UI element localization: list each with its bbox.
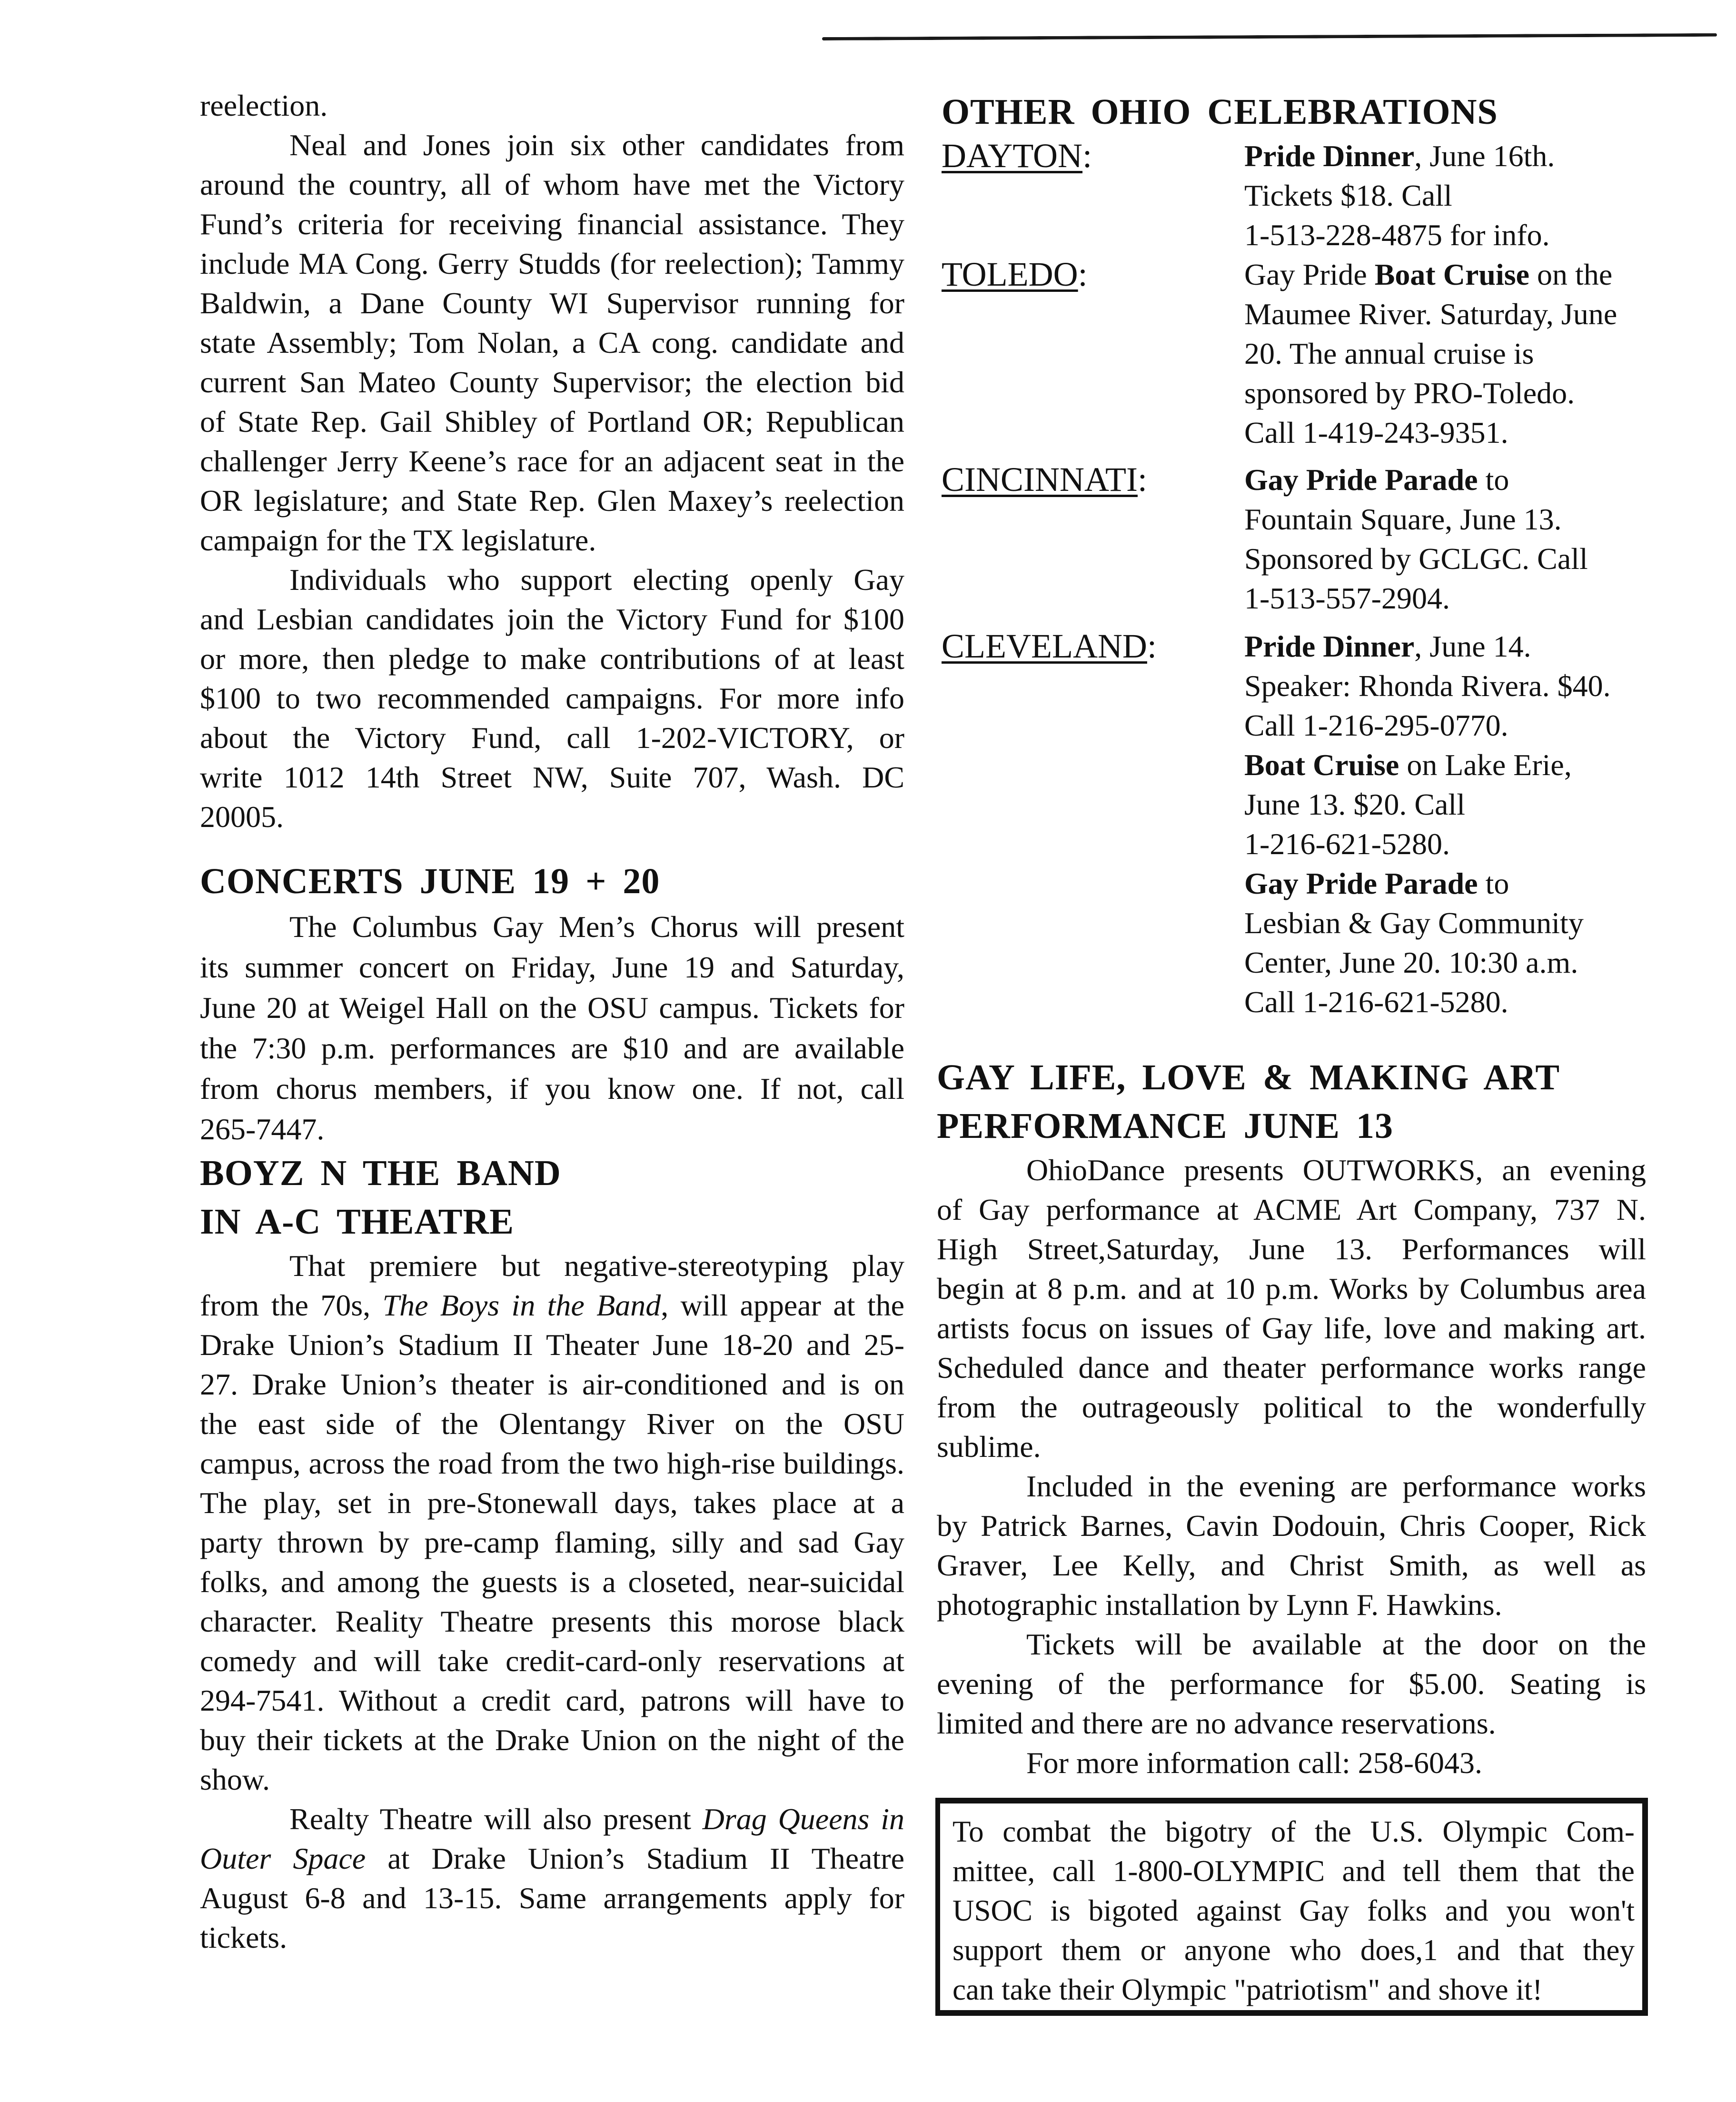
city-name: CINCINNATI [942,460,1138,498]
body-line: current San Mateo County Supervisor; the election bid [200,365,904,399]
event-text: , June 14. [1414,629,1531,663]
body-line: character. Reality Theatre presents this morose black [200,1604,904,1638]
dayton-events [1244,136,1654,255]
body-line: about the Victory Fund, call 1-202-VICTORY, or [200,721,904,755]
top-rule-divider [822,33,1717,40]
event-line [1244,627,1654,666]
body-line [200,1839,904,1878]
body-line: Fund’s criteria for receiving financial assistance. They [200,207,904,241]
cincinnati-events [1244,460,1654,618]
body-line: the 7:30 p.m. performances are $10 and are available [200,1031,904,1065]
event-text: to [1478,463,1509,497]
body-line: For more information call: 258-6043. [1026,1746,1483,1780]
body-line: begin at 8 p.m. and at 10 p.m. Works by Columbus area [937,1272,1646,1305]
body-line: High Street,Saturday, June 13. Performances will [937,1232,1646,1266]
other-ohio-celebrations-heading-block [942,88,1651,136]
event-line: sponsored by PRO-Toledo. [1244,376,1575,410]
body-line: The play, set in pre-Stonewall days, takes place at a [200,1486,904,1520]
body-line: 294-7541. Without a credit card, patrons will have to [200,1684,904,1717]
victory-fund-article-continuation [200,86,904,837]
play-title-drag-queens-cont: Outer Space [200,1842,366,1875]
gay-life-performance-article [937,1053,1646,1783]
body-line: of State Rep. Gail Shibley of Portland OR; Republican [200,405,904,438]
event-line: 20. The annual cruise is [1244,337,1534,370]
body-line: tickets. [200,1921,288,1954]
text-span: , will appear at the [661,1288,905,1322]
event-text: on the [1529,258,1613,291]
event-line [1244,864,1654,903]
event-line: Center, June 20. 10:30 a.m. [1244,946,1578,979]
body-line: The Columbus Gay Men’s Chorus will present [289,910,904,944]
city-name: DAYTON [942,137,1083,175]
event-line [1244,136,1654,176]
body-line: the east side of the Olentangy River on the OSU [200,1407,904,1441]
concerts-heading: CONCERTS JUNE 19 + 20 [200,861,660,901]
gay-life-heading-line-2: PERFORMANCE JUNE 13 [937,1106,1393,1146]
play-title-drag-queens: Drag Queens in [702,1802,905,1836]
body-line [200,1799,904,1839]
body-line: 27. Drake Union’s theater is air-conditioned and is on [200,1367,904,1401]
city-label-toledo [942,255,1088,294]
event-text: Gay Pride [1244,258,1375,291]
body-line [200,1285,904,1325]
body-line: of Gay performance at ACME Art Company, 737 N. [937,1193,1646,1226]
event-line: Call 1-216-295-0770. [1244,708,1508,742]
body-line: Individuals who support electing openly Gay [289,563,904,597]
body-line: August 6-8 and 13-15. Same arrangements apply for [200,1881,904,1915]
boyz-heading-line-2: IN A-C THEATRE [200,1202,514,1242]
notice-line: can take their Olympic "patriotism" and shove it! [952,1973,1543,2006]
event-line [1244,255,1654,294]
body-line: campus, across the road from the two high-rise buildings. [200,1446,904,1480]
event-text: to [1478,867,1509,900]
event-line: 1-216-621-5280. [1244,827,1450,861]
body-line: from the outrageously political to the wonderfully [937,1390,1646,1424]
body-line: June 20 at Weigel Hall on the OSU campus. Tickets for [200,991,904,1025]
event-line: Call 1-419-243-9351. [1244,416,1508,449]
city-label-dayton [942,136,1092,176]
body-line: 20005. [200,800,284,834]
body-line: write 1012 14th Street NW, Suite 707, Wash. DC [200,760,904,794]
body-line: limited and there are no advance reservations. [937,1706,1496,1740]
body-line: OR legislature; and State Rep. Glen Maxey’s reelection [200,484,904,518]
event-line: Fountain Square, June 13. [1244,502,1562,536]
event-name: Pride Dinner [1244,629,1415,663]
event-line: Lesbian & Gay Community [1244,906,1584,940]
body-line: state Assembly; Tom Nolan, a CA cong. candidate and [200,326,904,359]
body-line: Tickets will be available at the door on the [1026,1627,1646,1661]
body-line: evening of the performance for $5.00. Seating is [937,1667,1646,1701]
body-line: by Patrick Barnes, Cavin Dodouin, Chris Cooper, Rick [937,1509,1646,1543]
notice-line: support them or anyone who does,1 and that they [952,1933,1635,1967]
event-name: Boat Cruise [1374,258,1530,291]
text-span: from the 70s, [200,1288,383,1322]
body-line: Baldwin, a Dane County WI Supervisor running for [200,286,904,320]
event-line: Call 1-216-621-5280. [1244,985,1508,1019]
event-text: , June 16th. [1414,139,1555,173]
body-line: $100 to two recommended campaigns. For more info [200,681,904,715]
text-span: Realty Theatre will also present [289,1802,703,1836]
event-line: Speaker: Rhonda Rivera. $40. [1244,669,1611,703]
notice-line: USOC is bigoted against Gay folks and you won't [952,1894,1635,1927]
city-label-cincinnati [942,460,1147,499]
notice-line: To combat the bigotry of the U.S. Olympic Com- [952,1815,1635,1848]
boyz-heading-line-1: BOYZ N THE BAND [200,1153,561,1193]
event-name: Boat Cruise [1244,748,1399,782]
colon: : [1147,627,1157,665]
event-line: Tickets $18. Call [1244,179,1452,212]
event-line [1244,745,1654,785]
body-line: Scheduled dance and theater performance works range [937,1351,1646,1385]
city-name: CLEVELAND [942,627,1147,665]
gay-life-heading-line-1: GAY LIFE, LOVE & MAKING ART [937,1057,1560,1097]
body-line: or more, then pledge to make contributions of at least [200,642,904,676]
body-line: include MA Cong. Gerry Studds (for reelection); Tammy [200,247,904,280]
colon: : [1078,255,1088,293]
city-label-cleveland [942,627,1157,666]
play-title-boys-in-the-band: The Boys in the Band [382,1288,661,1322]
body-line: buy their tickets at the Drake Union on the night of the [200,1723,904,1757]
body-line: Graver, Lee Kelly, and Christ Smith, as well as [937,1548,1646,1582]
body-line: from chorus members, if you know one. If not, call [200,1072,904,1106]
body-line: show. [200,1763,270,1796]
event-line: June 13. $20. Call [1244,787,1465,821]
body-line: photographic installation by Lynn F. Hawkins. [937,1588,1502,1622]
notice-line: mittee, call 1-800-OLYMPIC and tell them that the [952,1854,1635,1888]
cleveland-events [1244,627,1654,1022]
event-name: Gay Pride Parade [1244,463,1478,497]
event-line: Maumee River. Saturday, June [1244,297,1617,331]
body-line: reelection. [200,89,328,122]
boyz-n-the-band-article [200,1149,904,1957]
event-text: on Lake Erie, [1399,748,1572,782]
body-line: artists focus on issues of Gay life, love and making art. [937,1311,1646,1345]
body-line: and Lesbian candidates join the Victory Fund for $100 [200,602,904,636]
text-span: at Drake Union’s Stadium II Theatre [366,1842,904,1875]
event-name: Pride Dinner [1244,139,1415,173]
body-line: challenger Jerry Keene’s race for an adjacent seat in the [200,444,904,478]
city-name: TOLEDO [942,255,1078,293]
toledo-events [1244,255,1654,452]
event-line: 1-513-557-2904. [1244,581,1450,615]
body-line: folks, and among the guests is a closeted, near-suicidal [200,1565,904,1599]
body-line: Drake Union’s Stadium II Theater June 18-20 and 25- [200,1328,904,1362]
body-line: 265-7447. [200,1112,325,1146]
concerts-article [200,857,904,1149]
body-line: comedy and will take credit-card-only reservations at [200,1644,904,1678]
body-line: Included in the evening are performance works [1026,1469,1646,1503]
body-line: around the country, all of whom have met the Victory [200,168,904,201]
event-line [1244,460,1654,499]
body-line: campaign for the TX legislature. [200,523,596,557]
event-name: Gay Pride Parade [1244,867,1478,900]
celebrations-heading: OTHER OHIO CELEBRATIONS [942,92,1498,132]
body-line: its summer concert on Friday, June 19 and Saturday, [200,950,904,984]
event-line: Sponsored by GCLGC. Call [1244,542,1588,576]
body-line: That premiere but negative-stereotyping play [289,1249,904,1283]
body-line: party thrown by pre-camp flaming, silly and sad Gay [200,1525,904,1559]
body-line: OhioDance presents OUTWORKS, an evening [1026,1153,1646,1187]
colon: : [1137,460,1147,498]
body-line: sublime. [937,1430,1041,1464]
usoc-notice-box [935,1798,1648,2016]
body-line: Neal and Jones join six other candidates from [289,128,904,162]
colon: : [1082,137,1092,175]
event-line: 1-513-228-4875 for info. [1244,218,1550,252]
